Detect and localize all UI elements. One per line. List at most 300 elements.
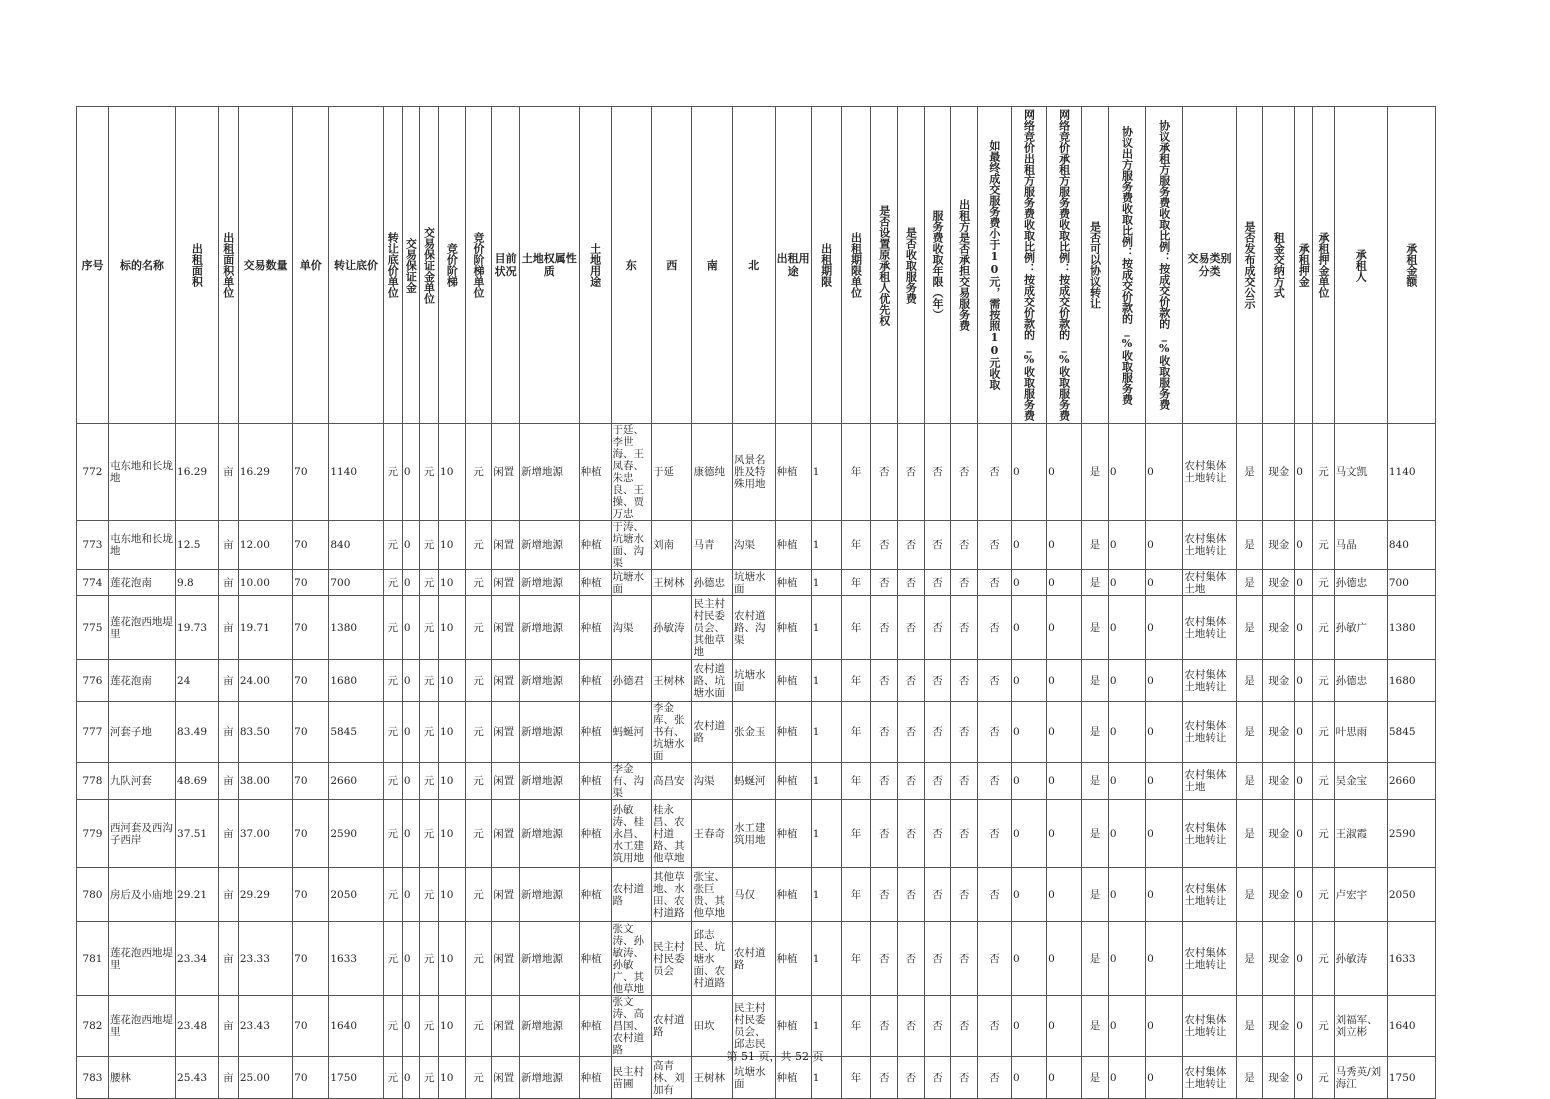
table-cell: 否 <box>898 763 925 800</box>
table-cell: 种植 <box>775 702 811 763</box>
table-cell: 亩 <box>218 570 238 596</box>
table-cell: 年 <box>841 1057 871 1099</box>
table-cell: 0 <box>1108 763 1145 800</box>
table-cell: 年 <box>841 660 871 702</box>
table-cell: 1 <box>811 868 841 922</box>
table-cell: 否 <box>924 1057 951 1099</box>
table-cell: 元 <box>419 702 438 763</box>
table-cell: 否 <box>951 1057 978 1099</box>
column-header: 交易保证金单位 <box>419 107 438 424</box>
table-cell: 新增地源 <box>519 763 579 800</box>
table-cell: 现金 <box>1263 702 1295 763</box>
table-cell: 否 <box>898 702 925 763</box>
table-cell: 否 <box>951 521 978 570</box>
table-cell: 0 <box>1108 868 1145 922</box>
table-cell: 0 <box>1146 996 1183 1057</box>
table-cell: 卢宏宇 <box>1334 868 1387 922</box>
column-header: 承租人 <box>1334 107 1387 424</box>
table-cell: 王春奇 <box>692 800 732 868</box>
table-cell: 83.50 <box>238 702 292 763</box>
table-cell: 0 <box>1295 660 1313 702</box>
table-cell: 29.21 <box>176 868 219 922</box>
table-cell: 元 <box>465 570 492 596</box>
table-cell: 农村集体土地转让 <box>1183 424 1236 521</box>
table-cell: 元 <box>419 596 438 660</box>
table-cell: 亩 <box>218 763 238 800</box>
table-cell: 于延 <box>652 424 692 521</box>
table-cell: 70 <box>293 521 329 570</box>
table-cell: 10 <box>439 922 466 996</box>
table-cell: 民主村村民委员会、其他草地 <box>692 596 732 660</box>
column-header: 网络竞价出租方服务费收取比例：按成交价款的_%收取服务费 <box>1011 107 1046 424</box>
table-cell: 0 <box>402 570 419 596</box>
table-cell: 0 <box>1047 660 1082 702</box>
table-cell: 否 <box>924 996 951 1057</box>
table-cell: 种植 <box>579 570 611 596</box>
table-cell: 田坎 <box>692 996 732 1057</box>
table-cell: 否 <box>951 424 978 521</box>
column-header: 网络竞价承租方服务费收取比例：按成交价款的_%收取服务费 <box>1047 107 1082 424</box>
table-cell: 腰林 <box>108 1057 175 1099</box>
column-header: 交易数量 <box>238 107 292 424</box>
table-cell: 元 <box>465 996 492 1057</box>
column-header: 如最终成交服务费小于10元，需按照10元收取 <box>977 107 1011 424</box>
table-cell: 现金 <box>1263 521 1295 570</box>
table-cell: 屯东地和长垅地 <box>108 424 175 521</box>
table-cell: 年 <box>841 800 871 868</box>
table-cell: 年 <box>841 702 871 763</box>
table-cell: 0 <box>1295 800 1313 868</box>
table-cell: 0 <box>402 702 419 763</box>
table-cell: 16.29 <box>176 424 219 521</box>
table-cell: 沟渠 <box>692 763 732 800</box>
table-cell: 年 <box>841 922 871 996</box>
table-cell: 否 <box>951 996 978 1057</box>
table-cell: 亩 <box>218 521 238 570</box>
table-cell: 840 <box>329 521 383 570</box>
table-cell: 种植 <box>775 660 811 702</box>
table-cell: 0 <box>1295 596 1313 660</box>
table-cell: 是 <box>1082 868 1109 922</box>
table-cell: 10 <box>439 763 466 800</box>
table-cell: 于涛、坑塘水面、沟渠 <box>611 521 651 570</box>
table-cell: 元 <box>1313 922 1334 996</box>
table-cell: 孙敏涛 <box>652 596 692 660</box>
table-cell: 年 <box>841 521 871 570</box>
column-header: 出租期限单位 <box>841 107 871 424</box>
table-cell: 张金玉 <box>732 702 775 763</box>
table-cell: 新增地源 <box>519 702 579 763</box>
table-cell: 1633 <box>1387 922 1435 996</box>
table-cell: 0 <box>402 996 419 1057</box>
table-cell: 农村集体土地转让 <box>1183 1057 1236 1099</box>
table-cell: 种植 <box>579 868 611 922</box>
table-cell: 张文涛、高昌国、农村道路 <box>611 996 651 1057</box>
table-cell: 否 <box>977 424 1011 521</box>
table-cell: 马秀英/刘海江 <box>1334 1057 1387 1099</box>
table-cell: 刘福军、刘立彬 <box>1334 996 1387 1057</box>
column-header: 出租面积 <box>176 107 219 424</box>
table-cell: 民主村苗圃 <box>611 1057 651 1099</box>
table-cell: 元 <box>383 1057 402 1099</box>
table-cell: 年 <box>841 763 871 800</box>
table-cell: 亩 <box>218 424 238 521</box>
table-cell: 0 <box>1047 922 1082 996</box>
table-cell: 坑塘水面 <box>732 1057 775 1099</box>
table-cell: 25.00 <box>238 1057 292 1099</box>
table-cell: 0 <box>1011 596 1046 660</box>
table-cell: 马晶 <box>1334 521 1387 570</box>
table-cell: 70 <box>293 868 329 922</box>
table-cell: 否 <box>898 800 925 868</box>
column-header: 土地用途 <box>579 107 611 424</box>
table-cell: 9.8 <box>176 570 219 596</box>
table-cell: 闲置 <box>492 868 520 922</box>
table-cell: 否 <box>977 868 1011 922</box>
table-cell: 孙敏涛 <box>1334 922 1387 996</box>
table-cell: 种植 <box>775 800 811 868</box>
table-cell: 农村集体土地转让 <box>1183 800 1236 868</box>
table-cell: 年 <box>841 596 871 660</box>
table-cell: 38.00 <box>238 763 292 800</box>
table-cell: 是 <box>1236 1057 1263 1099</box>
table-cell: 张文涛、孙敏涛、孙敏广、其他草地 <box>611 922 651 996</box>
table-cell: 1633 <box>329 922 383 996</box>
table-cell: 房后及小庙地 <box>108 868 175 922</box>
table-cell: 元 <box>1313 996 1334 1057</box>
table-cell: 是 <box>1236 521 1263 570</box>
table-cell: 23.48 <box>176 996 219 1057</box>
table-cell: 否 <box>977 922 1011 996</box>
column-header: 西 <box>652 107 692 424</box>
table-cell: 48.69 <box>176 763 219 800</box>
table-cell: 70 <box>293 596 329 660</box>
table-cell: 新增地源 <box>519 570 579 596</box>
table-cell: 新增地源 <box>519 521 579 570</box>
table-cell: 1 <box>811 800 841 868</box>
table-cell: 种植 <box>579 800 611 868</box>
table-cell: 种植 <box>775 596 811 660</box>
table-cell: 10 <box>439 424 466 521</box>
table-cell: 种植 <box>775 570 811 596</box>
table-cell: 水工建筑用地 <box>732 800 775 868</box>
table-cell: 0 <box>402 922 419 996</box>
table-cell: 闲置 <box>492 800 520 868</box>
table-cell: 风景名胜及特殊用地 <box>732 424 775 521</box>
table-cell: 否 <box>924 660 951 702</box>
table-cell: 农村集体土地 <box>1183 763 1236 800</box>
column-header: 承租押金 <box>1295 107 1313 424</box>
table-cell: 现金 <box>1263 570 1295 596</box>
table-cell: 种植 <box>579 521 611 570</box>
table-cell: 0 <box>1011 1057 1046 1099</box>
table-cell: 0 <box>1146 868 1183 922</box>
table-cell: 否 <box>871 996 898 1057</box>
table-cell: 774 <box>77 570 109 596</box>
table-cell: 亩 <box>218 800 238 868</box>
table-cell: 刘南 <box>652 521 692 570</box>
table-cell: 元 <box>383 922 402 996</box>
column-header: 承租金额 <box>1387 107 1435 424</box>
table-cell: 781 <box>77 922 109 996</box>
table-cell: 10 <box>439 596 466 660</box>
table-cell: 0 <box>1047 424 1082 521</box>
table-cell: 10 <box>439 570 466 596</box>
table-row <box>77 800 1436 868</box>
table-cell: 农村集体土地转让 <box>1183 996 1236 1057</box>
table-cell: 种植 <box>579 1057 611 1099</box>
table-cell: 元 <box>1313 570 1334 596</box>
table-cell: 闲置 <box>492 424 520 521</box>
table-cell: 亩 <box>218 702 238 763</box>
column-header: 转让底价 <box>329 107 383 424</box>
table-cell: 元 <box>383 996 402 1057</box>
table-cell: 否 <box>977 800 1011 868</box>
table-cell: 元 <box>465 1057 492 1099</box>
table-cell: 否 <box>924 702 951 763</box>
table-cell: 否 <box>871 570 898 596</box>
land-transfer-table <box>76 106 1436 1099</box>
table-cell: 屯东地和长垅地 <box>108 521 175 570</box>
table-cell: 莲花泡南 <box>108 660 175 702</box>
table-cell: 种植 <box>775 922 811 996</box>
table-cell: 沟渠 <box>732 521 775 570</box>
table-cell: 元 <box>1313 868 1334 922</box>
table-cell: 农村集体土地 <box>1183 570 1236 596</box>
table-cell: 0 <box>1295 424 1313 521</box>
table-cell: 否 <box>977 570 1011 596</box>
table-cell: 孙德忠 <box>692 570 732 596</box>
table-cell: 0 <box>1047 570 1082 596</box>
table-cell: 新增地源 <box>519 800 579 868</box>
table-cell: 元 <box>1313 596 1334 660</box>
table-cell: 0 <box>1108 1057 1145 1099</box>
table-cell: 农村道路 <box>652 996 692 1057</box>
table-cell: 0 <box>402 424 419 521</box>
table-cell: 新增地源 <box>519 660 579 702</box>
table-cell: 是 <box>1236 763 1263 800</box>
table-cell: 现金 <box>1263 800 1295 868</box>
table-cell: 70 <box>293 922 329 996</box>
column-header: 土地权属性质 <box>519 107 579 424</box>
table-cell: 5845 <box>1387 702 1435 763</box>
table-cell: 0 <box>1011 800 1046 868</box>
table-cell: 亩 <box>218 922 238 996</box>
table-cell: 否 <box>924 763 951 800</box>
table-cell: 2590 <box>1387 800 1435 868</box>
table-cell: 是 <box>1082 922 1109 996</box>
table-cell: 元 <box>383 570 402 596</box>
table-cell: 23.33 <box>238 922 292 996</box>
table-cell: 元 <box>1313 660 1334 702</box>
table-cell: 1680 <box>1387 660 1435 702</box>
table-cell: 10 <box>439 521 466 570</box>
table-cell: 新增地源 <box>519 424 579 521</box>
table-cell: 闲置 <box>492 570 520 596</box>
table-cell: 0 <box>1047 1057 1082 1099</box>
column-header: 交易保证金 <box>402 107 419 424</box>
table-cell: 0 <box>1146 521 1183 570</box>
table-cell: 王树林 <box>652 660 692 702</box>
table-cell: 元 <box>383 424 402 521</box>
table-cell: 否 <box>977 596 1011 660</box>
table-cell: 吴金宝 <box>1334 763 1387 800</box>
table-cell: 5845 <box>329 702 383 763</box>
table-cell: 亩 <box>218 868 238 922</box>
table-cell: 否 <box>898 660 925 702</box>
table-cell: 种植 <box>579 424 611 521</box>
table-cell: 坑塘水面 <box>611 570 651 596</box>
table-cell: 孙德君 <box>611 660 651 702</box>
table-cell: 否 <box>977 1057 1011 1099</box>
table-cell: 是 <box>1082 702 1109 763</box>
table-cell: 779 <box>77 800 109 868</box>
table-cell: 农村道路、坑塘水面 <box>692 660 732 702</box>
table-cell: 民主村村民委员会、邱志民 <box>732 996 775 1057</box>
table-cell: 是 <box>1082 763 1109 800</box>
table-cell: 于廷、李世海、王凤春、朱忠良、王操、贾万忠 <box>611 424 651 521</box>
table-cell: 亩 <box>218 596 238 660</box>
table-cell: 元 <box>465 702 492 763</box>
table-cell: 元 <box>465 868 492 922</box>
table-cell: 种植 <box>579 922 611 996</box>
column-header: 竞价阶梯 <box>439 107 466 424</box>
table-cell: 年 <box>841 996 871 1057</box>
table-cell: 农村集体土地转让 <box>1183 702 1236 763</box>
table-cell: 元 <box>1313 763 1334 800</box>
table-cell: 1 <box>811 570 841 596</box>
table-cell: 否 <box>951 702 978 763</box>
table-cell: 1380 <box>1387 596 1435 660</box>
table-cell: 0 <box>1146 1057 1183 1099</box>
table-cell: 现金 <box>1263 660 1295 702</box>
table-cell: 0 <box>1047 868 1082 922</box>
table-cell: 否 <box>871 868 898 922</box>
table-cell: 沟渠 <box>611 596 651 660</box>
table-cell: 是 <box>1236 800 1263 868</box>
table-cell: 0 <box>1295 1057 1313 1099</box>
table-cell: 0 <box>1108 800 1145 868</box>
column-header: 协议承租方服务费收取比例：按成交价款的_%收取服务费 <box>1146 107 1183 424</box>
table-cell: 10 <box>439 868 466 922</box>
table-cell: 是 <box>1236 570 1263 596</box>
table-cell: 0 <box>1146 424 1183 521</box>
table-cell: 否 <box>951 763 978 800</box>
column-header: 出租期限 <box>811 107 841 424</box>
table-cell: 否 <box>898 868 925 922</box>
table-cell: 778 <box>77 763 109 800</box>
table-cell: 0 <box>1108 922 1145 996</box>
table-cell: 1140 <box>1387 424 1435 521</box>
table-cell: 16.29 <box>238 424 292 521</box>
table-cell: 农村集体土地转让 <box>1183 922 1236 996</box>
table-cell: 莲花泡南 <box>108 570 175 596</box>
table-cell: 0 <box>1295 521 1313 570</box>
table-cell: 张宝、张巨贵、其他草地 <box>692 868 732 922</box>
table-cell: 元 <box>383 868 402 922</box>
table-cell: 0 <box>402 763 419 800</box>
table-cell: 是 <box>1082 570 1109 596</box>
table-cell: 元 <box>419 868 438 922</box>
table-cell: 37.51 <box>176 800 219 868</box>
table-row <box>77 702 1436 763</box>
table-cell: 闲置 <box>492 660 520 702</box>
table-cell: 是 <box>1236 996 1263 1057</box>
table-cell: 亩 <box>218 1057 238 1099</box>
column-header: 单价 <box>293 107 329 424</box>
column-header: 是否设置原承租人优先权 <box>871 107 898 424</box>
table-cell: 37.00 <box>238 800 292 868</box>
table-cell: 否 <box>898 424 925 521</box>
column-header: 转让底价单位 <box>383 107 402 424</box>
table-cell: 叶思雨 <box>1334 702 1387 763</box>
table-cell: 70 <box>293 570 329 596</box>
table-cell: 1 <box>811 660 841 702</box>
table-cell: 1 <box>811 596 841 660</box>
table-cell: 10.00 <box>238 570 292 596</box>
table-cell: 12.00 <box>238 521 292 570</box>
table-cell: 元 <box>465 660 492 702</box>
table-cell: 否 <box>871 1057 898 1099</box>
table-cell: 0 <box>1047 800 1082 868</box>
table-cell: 否 <box>924 922 951 996</box>
table-cell: 29.29 <box>238 868 292 922</box>
table-cell: 1 <box>811 521 841 570</box>
table-cell: 蚂蜒河 <box>611 702 651 763</box>
table-cell: 种植 <box>579 763 611 800</box>
table-cell: 0 <box>1108 521 1145 570</box>
table-cell: 农村集体土地转让 <box>1183 521 1236 570</box>
table-cell: 元 <box>465 800 492 868</box>
table-cell: 高青林、刘加有 <box>652 1057 692 1099</box>
table-cell: 现金 <box>1263 424 1295 521</box>
table-cell: 新增地源 <box>519 996 579 1057</box>
table-cell: 种植 <box>775 521 811 570</box>
table-cell: 否 <box>951 868 978 922</box>
table-cell: 2050 <box>1387 868 1435 922</box>
table-cell: 否 <box>977 521 1011 570</box>
table-cell: 1750 <box>1387 1057 1435 1099</box>
table-cell: 是 <box>1236 424 1263 521</box>
table-cell: 否 <box>951 800 978 868</box>
column-header: 协议出方服务费收取比例：按成交价款的_%收取服务费 <box>1108 107 1145 424</box>
table-row <box>77 868 1436 922</box>
table-cell: 年 <box>841 868 871 922</box>
page-footer: 第 51 页，共 52 页 <box>726 1050 824 1063</box>
table-cell: 桂永昌、农村道路、其他草地 <box>652 800 692 868</box>
table-cell: 19.73 <box>176 596 219 660</box>
table-cell: 元 <box>383 596 402 660</box>
table-cell: 0 <box>1295 702 1313 763</box>
table-cell: 0 <box>1047 763 1082 800</box>
table-cell: 否 <box>977 996 1011 1057</box>
table-cell: 现金 <box>1263 763 1295 800</box>
table-cell: 2050 <box>329 868 383 922</box>
table-cell: 773 <box>77 521 109 570</box>
table-cell: 70 <box>293 996 329 1057</box>
table-cell: 新增地源 <box>519 868 579 922</box>
table-cell: 是 <box>1082 800 1109 868</box>
column-header: 服务费收取年限（年） <box>924 107 951 424</box>
table-cell: 23.34 <box>176 922 219 996</box>
table-row <box>77 424 1436 521</box>
table-cell: 种植 <box>775 424 811 521</box>
table-cell: 0 <box>1011 922 1046 996</box>
table-cell: 元 <box>465 424 492 521</box>
column-header: 出租面积单位 <box>218 107 238 424</box>
table-cell: 0 <box>402 800 419 868</box>
table-cell: 0 <box>1011 763 1046 800</box>
